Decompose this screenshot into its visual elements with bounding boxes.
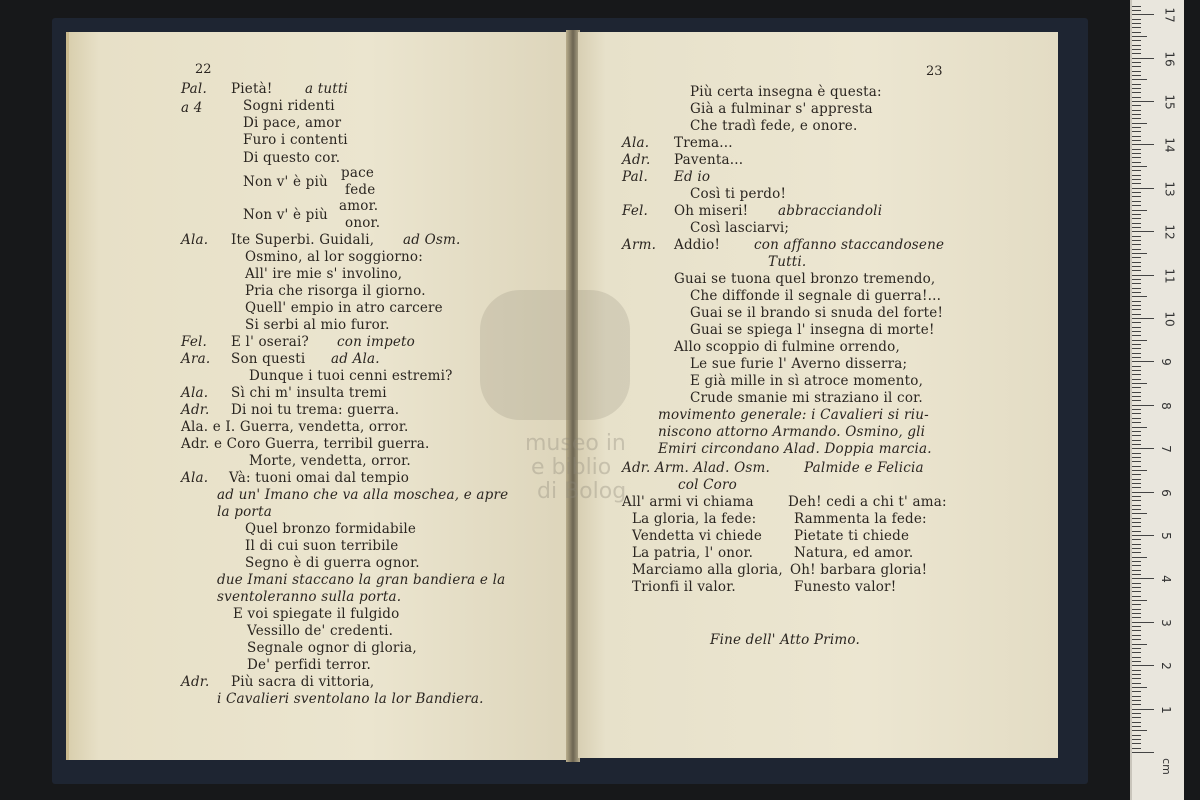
right-page-text-line: Guai se il brando si snuda del forte! [690,305,944,321]
right-page-text-line: Trionfi il valor. [632,579,736,595]
left-page-text-line: Di questo cor. [243,150,341,166]
left-page-text-line: ad Ala. [331,351,380,367]
ruler-number: 8 [1158,401,1173,410]
right-page-text-line: Più certa insegna è questa: [690,84,882,100]
right-page [578,32,1058,758]
ruler-tick [1132,19,1141,20]
ruler-tick [1132,487,1141,488]
left-page-text-line: Segno è di guerra ognor. [245,555,420,571]
ruler-tick [1132,309,1141,310]
ruler-tick [1132,162,1141,163]
left-page-text-line: Il di cui suon terribile [245,538,399,554]
ruler-tick [1132,58,1154,59]
ruler-tick [1132,92,1141,93]
right-page-text-line: Adr. [622,152,651,168]
ruler-tick [1132,596,1141,597]
ruler-tick [1132,635,1141,636]
ruler-tick [1132,275,1154,276]
left-page-text-line: E l' oserai? [231,334,309,350]
ruler-tick [1132,353,1141,354]
right-page-text-line: Le sue furie l' Averno disserra; [690,356,908,372]
ruler-number: 9 [1158,358,1173,367]
left-page-text-line: Quell' empio in atro carcere [245,300,443,316]
ruler-tick [1132,136,1141,137]
ruler-tick [1132,474,1141,475]
ruler-tick [1132,296,1147,297]
ruler-tick [1132,262,1141,263]
ruler-tick [1132,27,1141,28]
ruler-tick [1132,266,1141,267]
ruler-tick [1132,617,1141,618]
ruler-tick [1132,661,1141,662]
ruler-tick [1132,748,1141,749]
ruler-tick [1132,196,1141,197]
ruler-tick [1132,422,1141,423]
ruler-tick [1132,726,1141,727]
left-page-text-line: De' perfidi terror. [247,657,371,673]
ruler-tick [1132,466,1141,467]
right-page-text-line: Così lasciarvi; [690,220,790,236]
ruler-tick [1132,66,1141,67]
left-page-text-line: Non v' è più [243,207,328,223]
right-page-text-line: Marciamo alla gloria, [632,562,783,578]
ruler-tick [1132,179,1141,180]
ruler-tick [1132,383,1147,384]
left-page-text-line: Ala. [181,232,209,248]
right-page-text-line: Che diffonde il segnale di guerra!... [690,288,942,304]
ruler-tick [1132,88,1141,89]
left-page-text-line: due Imani staccano la gran bandiera e la [217,572,506,588]
ruler-tick [1132,357,1141,358]
right-page-text-line: con affanno staccandosene [754,237,945,253]
ruler-tick [1132,23,1141,24]
ruler-tick [1132,604,1141,605]
ruler-tick [1132,288,1141,289]
left-page-text-line: con impeto [337,334,415,350]
right-page-text-line: Trema... [674,135,733,151]
ruler-tick [1132,123,1147,124]
ruler-tick [1132,340,1147,341]
ruler-tick [1132,531,1141,532]
ruler-tick [1132,396,1141,397]
ruler-tick [1132,418,1141,419]
left-page-text-line: Pietà! [231,81,273,97]
right-page-text-line: Oh! barbara gloria! [790,562,928,578]
right-page-text-line: Oh miseri! [674,203,749,219]
ruler-tick [1132,71,1141,72]
ruler-tick [1132,6,1141,7]
ruler-tick [1132,509,1141,510]
right-page-text-line: Crude smanie mi straziano il cor. [690,390,923,406]
ruler-tick [1132,709,1154,710]
left-page-text-line: pace [341,165,375,181]
ruler-tick [1132,335,1141,336]
ruler-tick [1132,600,1147,601]
ruler-tick [1132,205,1141,206]
ruler-tick [1132,613,1141,614]
ruler-tick [1132,53,1141,54]
ruler-tick [1132,392,1141,393]
ruler-number: 13 [1162,181,1177,197]
right-page-text-line: abbracciandoli [778,203,883,219]
left-page-text-line: Non v' è più [243,174,328,190]
right-page-text-line: Già a fulminar s' appresta [690,101,873,117]
ruler-tick [1132,32,1141,33]
left-page-text-line: Fel. [181,334,208,350]
ruler-tick [1132,500,1141,501]
ruler-tick [1132,79,1147,80]
right-page-text-line: Ala. [622,135,650,151]
ruler-tick [1132,483,1141,484]
ruler-tick [1132,45,1141,46]
left-page-text-line: a tutti [305,81,349,97]
ruler-tick [1132,657,1141,658]
ruler-tick [1132,526,1141,527]
ruler-tick [1132,170,1141,171]
ruler-tick [1132,240,1141,241]
ruler-tick [1132,327,1141,328]
left-page-text-line: onor. [345,215,381,231]
ruler-tick [1132,674,1141,675]
page-number-right: 23 [926,64,943,79]
right-page-text-line: Ed io [674,169,711,185]
ruler-tick [1132,652,1141,653]
ruler-tick [1132,105,1141,106]
ruler-tick [1132,144,1154,145]
ruler-tick [1132,722,1141,723]
ruler-tick [1132,574,1141,575]
ruler-tick [1132,413,1141,414]
right-page-text-line: Vendetta vi chiede [632,528,763,544]
ruler-tick [1132,453,1141,454]
ruler-tick [1132,223,1141,224]
page-number-left: 22 [195,62,212,77]
ruler-tick [1132,700,1141,701]
ruler-tick [1132,400,1141,401]
right-page-text-line: Che tradì fede, e onore. [690,118,858,134]
ruler-tick [1132,561,1141,562]
ruler-tick [1132,457,1141,458]
ruler-tick [1132,513,1147,514]
ruler-tick [1132,548,1141,549]
left-page-text-line: a 4 [181,100,203,116]
ruler-tick [1132,578,1154,579]
ruler-tick [1132,409,1141,410]
right-page-text-line: Rammenta la fede: [794,511,927,527]
ruler-tick [1132,461,1141,462]
ruler-tick [1132,587,1141,588]
ruler-tick [1132,210,1147,211]
ruler-tick [1132,535,1154,536]
right-page-text-line: Natura, ed amor. [794,545,914,561]
ruler-tick [1132,279,1141,280]
left-page-text-line: Vessillo de' credenti. [247,623,394,639]
left-page-text-line: Sogni ridenti [243,98,335,114]
right-page-text-line: Emiri circondano Alad. Doppia marcia. [658,441,932,457]
ruler-tick [1132,361,1154,362]
watermark-text [525,432,626,504]
right-page-text-line: col Coro [678,477,737,493]
ruler-tick [1132,110,1141,111]
left-page-text-line: Pal. [181,81,207,97]
ruler-tick [1132,62,1141,63]
right-page-text-line: Allo scoppio di fulmine orrendo, [674,339,900,355]
ruler-tick [1132,153,1141,154]
ruler-tick [1132,175,1141,176]
right-page-text-line: Guai se tuona quel bronzo tremendo, [674,271,936,287]
left-page-text-line: Ala. [181,470,209,486]
ruler-tick [1132,188,1154,189]
ruler-tick [1132,444,1141,445]
left-page-text-line: Adr. e Coro Guerra, terribil guerra. [181,436,430,452]
left-page-text-line: Ite Superbi. Guidali, [231,232,375,248]
left-page-text-line: Ala. [181,385,209,401]
ruler-tick [1132,84,1141,85]
ruler-tick [1132,249,1141,250]
left-page-text-line: Osmino, al lor soggiorno: [245,249,423,265]
ruler-tick [1132,322,1141,323]
left-page-text-line: All' ire mie s' involino, [245,266,403,282]
right-page-text-line: All' armi vi chiama [622,494,754,510]
right-page-text-line: La patria, l' onor. [632,545,754,561]
ruler-tick [1132,114,1141,115]
ruler-number: 16 [1162,50,1177,67]
ruler-tick [1132,730,1147,731]
ruler-tick [1132,565,1141,566]
watermark-logo [480,290,630,420]
ruler-tick [1132,405,1154,406]
ruler-tick [1132,97,1141,98]
ruler-tick [1132,253,1147,254]
ruler-tick [1132,331,1141,332]
left-page-text-line: la porta [217,504,272,520]
left-page-text-line: ad Osm. [403,232,461,248]
left-page-text-line: Più sacra di vittoria, [231,674,375,690]
ruler-tick [1132,518,1141,519]
ruler-tick [1132,609,1141,610]
ruler-tick [1132,14,1154,15]
ruler-tick [1132,735,1141,736]
left-page-text-line: Adr. [181,402,210,418]
ruler-tick [1132,101,1154,102]
ruler-number: 10 [1162,311,1177,327]
right-page-text-line: Fel. [622,203,649,219]
ruler-tick [1132,492,1154,493]
ruler-tick [1132,227,1141,228]
ruler-tick [1132,118,1141,119]
ruler-tick [1132,431,1141,432]
ruler-tick [1132,292,1141,293]
ruler-tick [1132,435,1141,436]
ruler-tick [1132,670,1141,671]
watermark-line: di Bolog [537,479,627,504]
right-page-text-line: Deh! cedi a chi t' ama: [788,494,947,510]
ruler-tick [1132,218,1141,219]
ruler-tick [1132,75,1141,76]
left-page-text-line: ad un' Imano che va alla moschea, e apre [217,487,509,503]
right-page-text-line: Adr. Arm. Alad. Osm. [622,460,770,476]
ruler-tick [1132,739,1141,740]
watermark-line: museo in [525,431,626,456]
ruler-tick [1132,344,1141,345]
ruler-tick [1132,496,1141,497]
ruler-tick [1132,683,1141,684]
ruler-number: 14 [1162,137,1177,154]
ruler-number: 11 [1162,267,1177,284]
right-page-text-line: Tutti. [768,254,807,270]
ruler-tick [1132,505,1141,506]
ruler-tick [1132,539,1141,540]
left-page-text-line: Si serbi al mio furor. [245,317,390,333]
ruler-number: 4 [1158,575,1173,584]
right-page-text-line: Arm. [622,237,657,253]
left-page-text-line: i Cavalieri sventolano la lor Bandiera. [217,691,484,707]
ruler-tick [1132,270,1141,271]
ruler-tick [1132,470,1147,471]
ruler-number: 6 [1158,488,1173,497]
ruler-tick [1132,678,1141,679]
ruler-tick [1132,743,1141,744]
ruler-tick [1132,696,1141,697]
ruler-tick [1132,10,1141,11]
left-page-text-line: Di pace, amor [243,115,342,131]
ruler-tick [1132,127,1141,128]
left-page-text-line: Và: tuoni omai dal tempio [229,470,410,486]
ruler-tick [1132,544,1141,545]
ruler-tick [1132,366,1141,367]
ruler-tick [1132,231,1154,232]
ruler-tick [1132,691,1141,692]
left-page-text-line: Morte, vendetta, orror. [249,453,411,469]
ruler-tick [1132,318,1154,319]
ruler-tick [1132,427,1147,428]
ruler-tick [1132,201,1141,202]
right-page-text-line: Palmide e Felicia [804,460,924,476]
ruler-tick [1132,570,1141,571]
left-page-text-line: E voi spiegate il fulgido [233,606,400,622]
ruler-tick [1132,448,1154,449]
left-page-text-line: sventoleranno sulla porta. [217,589,402,605]
ruler-tick [1132,257,1141,258]
ruler-tick [1132,479,1141,480]
ruler-number: 1 [1158,705,1173,714]
ruler-tick [1132,583,1141,584]
ruler-tick [1132,348,1141,349]
left-page-text-line: amor. [339,198,379,214]
right-page-text-line: Guai se spiega l' insegna di morte! [690,322,935,338]
left-page-text-line: Pria che risorga il giorno. [245,283,426,299]
right-page-text-line: Pal. [622,169,648,185]
ruler-tick [1132,752,1154,753]
ruler-tick [1132,166,1147,167]
left-page-text-line: Furo i contenti [243,132,348,148]
ruler-tick [1132,305,1141,306]
ruler-tick [1132,370,1141,371]
right-page-text-line: La gloria, la fede: [632,511,757,527]
ruler-tick [1132,140,1141,141]
ruler-tick [1132,236,1141,237]
ruler-tick [1132,374,1141,375]
measurement-ruler [1130,0,1184,800]
right-page-text-line: Pietate ti chiede [794,528,910,544]
ruler-tick [1132,522,1141,523]
left-page-text-line: Quel bronzo formidabile [245,521,417,537]
ruler-tick [1132,283,1141,284]
ruler-tick [1132,552,1141,553]
ruler-number: 17 [1162,7,1177,23]
ruler-tick [1132,557,1147,558]
left-page-text-line: Adr. [181,674,210,690]
ruler-tick [1132,49,1141,50]
ruler-number: 5 [1158,532,1173,540]
ruler-tick [1132,665,1154,666]
ruler-tick [1132,314,1141,315]
ruler-tick [1132,40,1141,41]
ruler-tick [1132,639,1141,640]
ruler-tick [1132,192,1141,193]
ruler-tick [1132,301,1141,302]
ruler-tick [1132,387,1141,388]
ruler-tick [1132,622,1154,623]
ruler-tick [1132,648,1141,649]
ruler-number: 15 [1162,94,1177,110]
ruler-number: 2 [1158,662,1173,671]
left-page-text-line: Son questi [231,351,306,367]
left-page-text-line: Ala. e I. Guerra, vendetta, orror. [181,419,409,435]
right-page-text-line: E già mille in sì atroce momento, [690,373,924,389]
ruler-tick [1132,183,1141,184]
ruler-tick [1132,717,1141,718]
left-page-text-line: fede [345,182,376,198]
ruler-tick [1132,157,1141,158]
right-page-text-line: Fine dell' Atto Primo. [710,632,860,648]
ruler-tick [1132,244,1141,245]
right-page-text-line: Così ti perdo! [690,186,787,202]
right-page-text-line: Addio! [674,237,721,253]
right-page-text-line: Funesto valor! [794,579,897,595]
ruler-number: 12 [1162,224,1177,240]
left-page-text-line: Ara. [181,351,211,367]
ruler-unit: cm [1159,758,1173,775]
watermark-line: e biblio [531,455,612,480]
ruler-tick [1132,630,1141,631]
right-page-text-line: movimento generale: i Cavalieri si riu- [658,407,929,423]
ruler-tick [1132,36,1147,37]
right-page-text-line: Paventa... [674,152,744,168]
left-page-text-line: Dunque i tuoi cenni estremi? [249,368,453,384]
right-page-text-line: niscono attorno Armando. Osmino, gli [658,424,926,440]
ruler-tick [1132,644,1147,645]
left-page-text-line: Di noi tu trema: guerra. [231,402,400,418]
ruler-tick [1132,713,1141,714]
ruler-tick [1132,149,1141,150]
ruler-tick [1132,440,1141,441]
ruler-tick [1132,626,1141,627]
ruler-tick [1132,704,1141,705]
left-page-text-line: Segnale ognor di gloria, [247,640,417,656]
ruler-tick [1132,214,1141,215]
ruler-tick [1132,379,1141,380]
ruler-number: 7 [1158,445,1173,454]
left-page-text-line: Sì chi m' insulta tremi [231,385,387,401]
ruler-tick [1132,131,1141,132]
ruler-number: 3 [1158,618,1173,627]
ruler-tick [1132,591,1141,592]
ruler-tick [1132,687,1147,688]
